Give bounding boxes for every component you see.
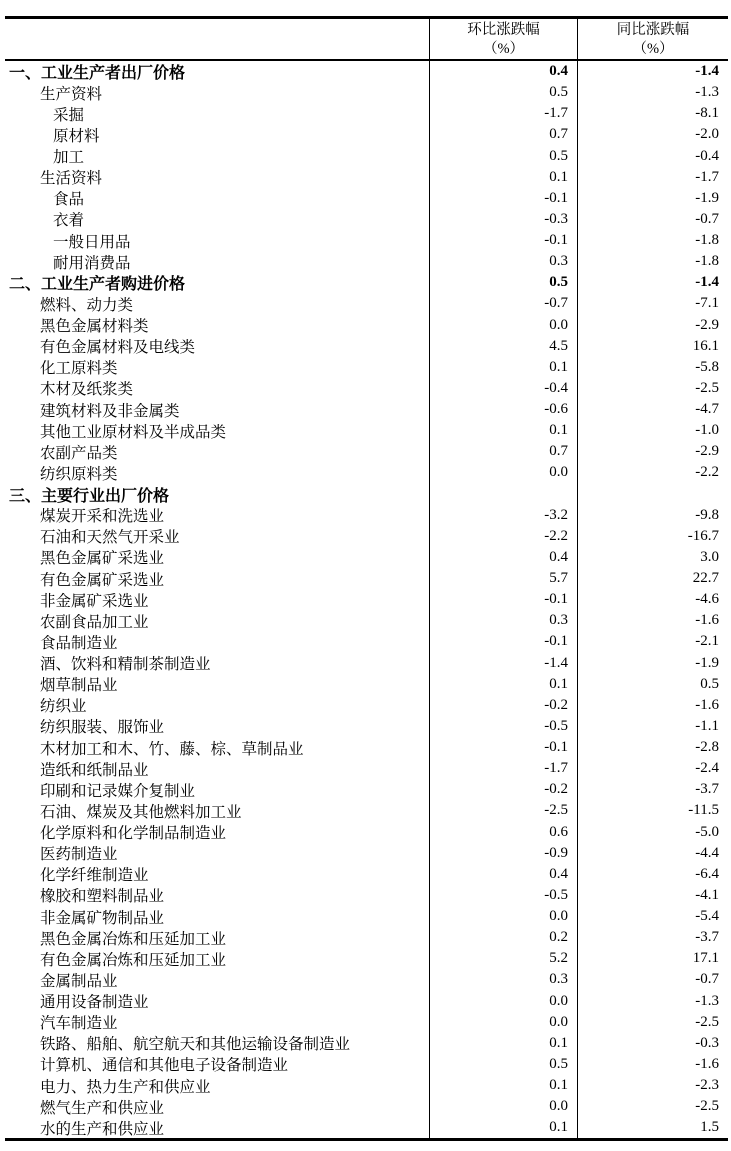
- mom-value: -0.1: [429, 230, 577, 251]
- yoy-value: -1.6: [577, 610, 728, 631]
- yoy-value: -2.0: [577, 124, 728, 145]
- mom-value: -0.6: [429, 399, 577, 420]
- table-row: [5, 146, 728, 167]
- row-label: 化学原料和化学制品制造业: [40, 825, 227, 843]
- table-row: [5, 1096, 728, 1117]
- mom-value: 0.0: [429, 462, 577, 483]
- table-row: [5, 927, 728, 948]
- mom-value: -0.2: [429, 779, 577, 800]
- mom-value: 0.3: [429, 969, 577, 990]
- table-row: [5, 399, 728, 420]
- category-column-header: [5, 19, 429, 59]
- yoy-value: -1.9: [577, 188, 728, 209]
- mom-value: 0.7: [429, 124, 577, 145]
- yoy-value: 22.7: [577, 568, 728, 589]
- table-row: [5, 526, 728, 547]
- row-label: 非金属矿采选业: [40, 592, 149, 610]
- yoy-value: -2.5: [577, 378, 728, 399]
- table-row: [5, 272, 728, 293]
- mom-value: 0.0: [429, 1096, 577, 1117]
- mom-value: -2.5: [429, 800, 577, 821]
- mom-value: 0.1: [429, 1117, 577, 1138]
- yoy-value: -5.4: [577, 906, 728, 927]
- table-row: [5, 906, 728, 927]
- mom-value: -1.7: [429, 758, 577, 779]
- mom-value: 0.5: [429, 1054, 577, 1075]
- row-label: 黑色金属材料类: [40, 318, 149, 336]
- row-label: 水的生产和供应业: [40, 1120, 165, 1138]
- row-label: 生活资料: [40, 170, 103, 188]
- mom-value: 0.4: [429, 547, 577, 568]
- yoy-value: -2.1: [577, 631, 728, 652]
- row-label: 石油、煤炭及其他燃料加工业: [40, 803, 242, 821]
- yoy-value: -1.8: [577, 230, 728, 251]
- yoy-value: -1.1: [577, 716, 728, 737]
- mom-value: 5.7: [429, 568, 577, 589]
- row-label: 农副食品加工业: [40, 613, 149, 631]
- row-label: 酒、饮料和精制茶制造业: [40, 656, 211, 674]
- yoy-value: -0.7: [577, 209, 728, 230]
- row-label: 化工原料类: [40, 360, 118, 378]
- yoy-value: -2.8: [577, 737, 728, 758]
- mom-value: -0.1: [429, 737, 577, 758]
- mom-value: -0.1: [429, 631, 577, 652]
- row-label: 生产资料: [40, 85, 103, 103]
- mom-value: 0.1: [429, 167, 577, 188]
- mom-value: -0.5: [429, 885, 577, 906]
- row-label: 烟草制品业: [40, 677, 118, 695]
- mom-value: 0.7: [429, 441, 577, 462]
- mom-value: -0.5: [429, 716, 577, 737]
- row-label: 一、工业生产者出厂价格: [9, 65, 186, 83]
- table-row: [5, 61, 728, 82]
- column-header-mom-title: 环比涨跌幅: [467, 22, 540, 38]
- yoy-value: 16.1: [577, 336, 728, 357]
- table-row: [5, 505, 728, 526]
- table-row: [5, 293, 728, 314]
- mom-value: -0.4: [429, 378, 577, 399]
- yoy-value: [577, 484, 728, 505]
- mom-value: -0.9: [429, 843, 577, 864]
- table-row: [5, 695, 728, 716]
- yoy-value: -11.5: [577, 800, 728, 821]
- table-row: [5, 484, 728, 505]
- yoy-value: -3.7: [577, 779, 728, 800]
- yoy-value: -5.8: [577, 357, 728, 378]
- yoy-value: -5.0: [577, 822, 728, 843]
- yoy-value: -2.2: [577, 462, 728, 483]
- yoy-value: -2.9: [577, 315, 728, 336]
- row-label: 三、主要行业出厂价格: [9, 487, 170, 505]
- row-label: 食品制造业: [40, 634, 118, 652]
- row-label: 燃气生产和供应业: [40, 1099, 165, 1117]
- yoy-value: -3.7: [577, 927, 728, 948]
- row-label: 纺织服装、服饰业: [40, 719, 165, 737]
- mom-value: -3.2: [429, 505, 577, 526]
- mom-value: -0.1: [429, 188, 577, 209]
- row-label: 有色金属矿采选业: [40, 571, 165, 589]
- column-header-yoy: [577, 19, 728, 59]
- table-row: [5, 441, 728, 462]
- table-header-row: [5, 19, 728, 61]
- row-label: 通用设备制造业: [40, 994, 149, 1012]
- column-header-yoy-title: 同比涨跌幅: [616, 22, 690, 38]
- yoy-value: -1.6: [577, 1054, 728, 1075]
- yoy-value: -1.4: [577, 272, 728, 293]
- mom-value: 5.2: [429, 948, 577, 969]
- row-label: 有色金属材料及电线类: [40, 339, 196, 357]
- yoy-value: -7.1: [577, 293, 728, 314]
- row-label: 原材料: [53, 127, 100, 145]
- row-label: 食品: [53, 191, 85, 209]
- yoy-value: -1.9: [577, 653, 728, 674]
- row-label: 汽车制造业: [40, 1015, 118, 1033]
- mom-value: 0.5: [429, 82, 577, 103]
- yoy-value: -2.4: [577, 758, 728, 779]
- yoy-value: -0.7: [577, 969, 728, 990]
- yoy-value: -2.5: [577, 1012, 728, 1033]
- table-row: [5, 378, 728, 399]
- table-row: [5, 336, 728, 357]
- mom-value: 0.3: [429, 251, 577, 272]
- yoy-value: -1.3: [577, 991, 728, 1012]
- table-row: [5, 653, 728, 674]
- mom-value: 0.4: [429, 61, 577, 82]
- row-label: 化学纤维制造业: [40, 867, 149, 885]
- mom-value: [429, 484, 577, 505]
- table-row: [5, 209, 728, 230]
- yoy-value: -4.4: [577, 843, 728, 864]
- mom-value: 0.0: [429, 1012, 577, 1033]
- table-row: [5, 547, 728, 568]
- yoy-value: -1.0: [577, 420, 728, 441]
- table-row: [5, 124, 728, 145]
- mom-value: 0.6: [429, 822, 577, 843]
- mom-value: 0.0: [429, 315, 577, 336]
- table-row: [5, 188, 728, 209]
- mom-value: 0.1: [429, 1075, 577, 1096]
- table-row: [5, 610, 728, 631]
- mom-value: 4.5: [429, 336, 577, 357]
- table-row: [5, 420, 728, 441]
- row-label: 有色金属冶炼和压延加工业: [40, 951, 227, 969]
- yoy-value: -4.1: [577, 885, 728, 906]
- yoy-value: -1.3: [577, 82, 728, 103]
- column-header-yoy-unit: （%）: [632, 40, 674, 57]
- yoy-value: 17.1: [577, 948, 728, 969]
- mom-value: 0.0: [429, 906, 577, 927]
- row-label: 医药制造业: [40, 846, 118, 864]
- table-row: [5, 822, 728, 843]
- yoy-value: 3.0: [577, 547, 728, 568]
- table-row: [5, 251, 728, 272]
- yoy-value: -1.7: [577, 167, 728, 188]
- table-row: [5, 1033, 728, 1054]
- table-row: [5, 716, 728, 737]
- row-label: 其他工业原材料及半成品类: [40, 423, 227, 441]
- table-row: [5, 82, 728, 103]
- table-row: [5, 1075, 728, 1096]
- table-row: [5, 631, 728, 652]
- yoy-value: -6.4: [577, 864, 728, 885]
- mom-value: -0.1: [429, 589, 577, 610]
- row-label: 非金属矿物制品业: [40, 909, 165, 927]
- mom-value: 0.5: [429, 272, 577, 293]
- table-row: [5, 315, 728, 336]
- mom-value: 0.1: [429, 1033, 577, 1054]
- table-row: [5, 103, 728, 124]
- yoy-value: -2.3: [577, 1075, 728, 1096]
- table-row: [5, 568, 728, 589]
- yoy-value: -4.7: [577, 399, 728, 420]
- yoy-value: -4.6: [577, 589, 728, 610]
- table-row: [5, 357, 728, 378]
- table-row: [5, 758, 728, 779]
- column-header-mom: [429, 19, 577, 59]
- row-label: 造纸和纸制品业: [40, 761, 149, 779]
- row-label: 燃料、动力类: [40, 296, 134, 314]
- mom-value: 0.1: [429, 420, 577, 441]
- row-label: 纺织原料类: [40, 465, 118, 483]
- row-label: 木材及纸浆类: [40, 381, 134, 399]
- table-row: [5, 167, 728, 188]
- table-row: [5, 737, 728, 758]
- row-label: 石油和天然气开采业: [40, 529, 180, 547]
- row-label: 印刷和记录媒介复制业: [40, 782, 196, 800]
- yoy-value: -16.7: [577, 526, 728, 547]
- yoy-value: -0.3: [577, 1033, 728, 1054]
- row-label: 计算机、通信和其他电子设备制造业: [40, 1057, 289, 1075]
- row-label: 衣着: [53, 212, 85, 230]
- row-label: 采掘: [53, 106, 85, 124]
- table-row: [5, 948, 728, 969]
- yoy-value: -9.8: [577, 505, 728, 526]
- mom-value: -0.2: [429, 695, 577, 716]
- table-row: [5, 991, 728, 1012]
- mom-value: 0.0: [429, 991, 577, 1012]
- mom-value: 0.2: [429, 927, 577, 948]
- row-label: 铁路、船舶、航空航天和其他运输设备制造业: [40, 1036, 351, 1054]
- mom-value: 0.1: [429, 674, 577, 695]
- row-label: 黑色金属冶炼和压延加工业: [40, 930, 227, 948]
- table-row: [5, 1054, 728, 1075]
- table-row: [5, 230, 728, 251]
- yoy-value: 0.5: [577, 674, 728, 695]
- ppi-table: [5, 16, 728, 1141]
- mom-value: 0.3: [429, 610, 577, 631]
- table-row: [5, 885, 728, 906]
- mom-value: -2.2: [429, 526, 577, 547]
- table-row: [5, 462, 728, 483]
- yoy-value: -2.5: [577, 1096, 728, 1117]
- table-row: [5, 1012, 728, 1033]
- row-label: 二、工业生产者购进价格: [9, 276, 186, 294]
- table-row: [5, 1117, 728, 1138]
- yoy-value: -1.4: [577, 61, 728, 82]
- mom-value: 0.1: [429, 357, 577, 378]
- yoy-value: -1.6: [577, 695, 728, 716]
- row-label: 农副产品类: [40, 444, 118, 462]
- table-row: [5, 969, 728, 990]
- row-label: 电力、热力生产和供应业: [40, 1078, 211, 1096]
- mom-value: -1.7: [429, 103, 577, 124]
- mom-value: -0.3: [429, 209, 577, 230]
- table-row: [5, 843, 728, 864]
- row-label: 一般日用品: [53, 233, 131, 251]
- yoy-value: -2.9: [577, 441, 728, 462]
- mom-value: 0.4: [429, 864, 577, 885]
- column-header-mom-unit: （%）: [482, 40, 525, 57]
- row-label: 金属制品业: [40, 972, 118, 990]
- table-row: [5, 864, 728, 885]
- row-label: 木材加工和木、竹、藤、棕、草制品业: [40, 740, 304, 758]
- yoy-value: -8.1: [577, 103, 728, 124]
- row-label: 煤炭开采和洗选业: [40, 508, 165, 526]
- row-label: 耐用消费品: [53, 254, 131, 272]
- mom-value: 0.5: [429, 146, 577, 167]
- table-row: [5, 589, 728, 610]
- row-label: 纺织业: [40, 698, 87, 716]
- row-label: 橡胶和塑料制品业: [40, 888, 165, 906]
- yoy-value: -0.4: [577, 146, 728, 167]
- mom-value: -0.7: [429, 293, 577, 314]
- table-row: [5, 674, 728, 695]
- table-row: [5, 800, 728, 821]
- mom-value: -1.4: [429, 653, 577, 674]
- row-label: 加工: [53, 149, 85, 167]
- yoy-value: -1.8: [577, 251, 728, 272]
- row-label: 建筑材料及非金属类: [40, 402, 180, 420]
- table-body: [5, 61, 728, 1138]
- yoy-value: 1.5: [577, 1117, 728, 1138]
- row-label: 黑色金属矿采选业: [40, 550, 165, 568]
- table-row: [5, 779, 728, 800]
